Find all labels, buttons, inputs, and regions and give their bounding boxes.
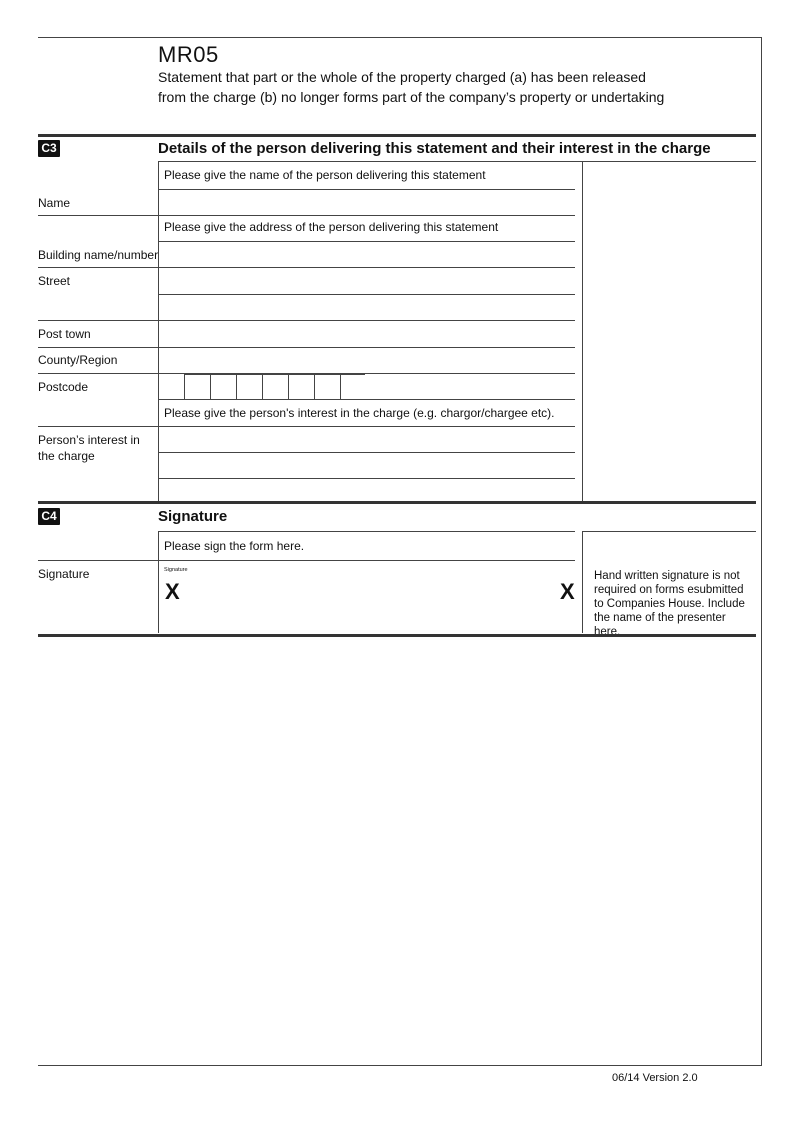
right-page-rule (761, 37, 762, 1066)
postcode-box[interactable] (288, 374, 315, 400)
section-c4-bottom-rule (38, 634, 756, 637)
building-label: Building name/number (38, 248, 159, 262)
instruction-interest: Please give the person's interest in the charge (e.g. chargor/chargee etc). (164, 406, 555, 420)
signature-box[interactable] (160, 561, 578, 633)
section-c3-title: Details of the person delivering this statement and their interest in the charge (158, 140, 711, 157)
postcode-label: Postcode (38, 380, 89, 394)
postcode-box[interactable] (314, 374, 341, 400)
signature-end-x-icon: X (560, 579, 575, 604)
version-label: 06/14 Version 2.0 (612, 1072, 698, 1084)
interest-field-1[interactable] (160, 427, 574, 452)
section-c3-title-underline (158, 161, 756, 162)
bottom-rule (38, 1065, 761, 1066)
c3-left-field-rule (158, 161, 159, 501)
section-c4-top-rule (38, 501, 756, 504)
form-subtitle-line2: from the charge (b) no longer forms part of the company’s property or undertaking (158, 89, 665, 105)
county-label: County/Region (38, 353, 118, 367)
row-rule (158, 531, 575, 532)
postcode-box[interactable] (184, 374, 211, 400)
section-c3-badge: C3 (38, 140, 60, 157)
postcode-box[interactable] (236, 374, 263, 400)
street-field-2[interactable] (160, 295, 574, 320)
section-c3-top-rule (38, 134, 756, 137)
signature-label: Signature (38, 567, 90, 581)
signature-box-caption: Signature (164, 567, 188, 573)
post-town-label: Post town (38, 327, 91, 341)
row-rule (158, 215, 575, 216)
interest-label-line1: Person’s interest in (38, 433, 140, 447)
c4-left-field-rule (158, 531, 159, 633)
row-rule (38, 215, 158, 216)
form-subtitle-line1: Statement that part or the whole of the property charged (a) has been released (158, 69, 646, 85)
row-rule (582, 531, 756, 532)
postcode-box[interactable] (340, 374, 365, 400)
section-c4-title: Signature (158, 508, 228, 525)
c3-right-column-rule (582, 161, 583, 501)
building-field[interactable] (160, 242, 574, 267)
form-code: MR05 (158, 42, 219, 67)
signature-start-x-icon: X (165, 579, 180, 604)
row-rule (158, 399, 575, 400)
name-field[interactable] (160, 190, 574, 215)
signature-note: Hand written signature is not required on forms esubmitted to Companies House. Include the name of the presenter here. (594, 570, 745, 638)
interest-label-line2: the charge (38, 449, 95, 463)
instruction-name: Please give the name of the person delivering this statement (164, 168, 486, 182)
postcode-box[interactable] (262, 374, 289, 400)
instruction-address: Please give the address of the person delivering this statement (164, 220, 499, 234)
instruction-signature: Please sign the form here. (164, 539, 305, 553)
interest-field-2[interactable] (160, 453, 574, 478)
postcode-box[interactable] (210, 374, 237, 400)
county-field[interactable] (160, 348, 574, 373)
post-town-field[interactable] (160, 321, 574, 346)
street-label: Street (38, 274, 71, 288)
c4-right-column-rule (582, 531, 583, 633)
name-label: Name (38, 196, 71, 210)
interest-field-3[interactable] (160, 479, 574, 501)
street-field-1[interactable] (160, 268, 574, 293)
section-c4-badge: C4 (38, 508, 60, 525)
top-rule (38, 37, 761, 38)
